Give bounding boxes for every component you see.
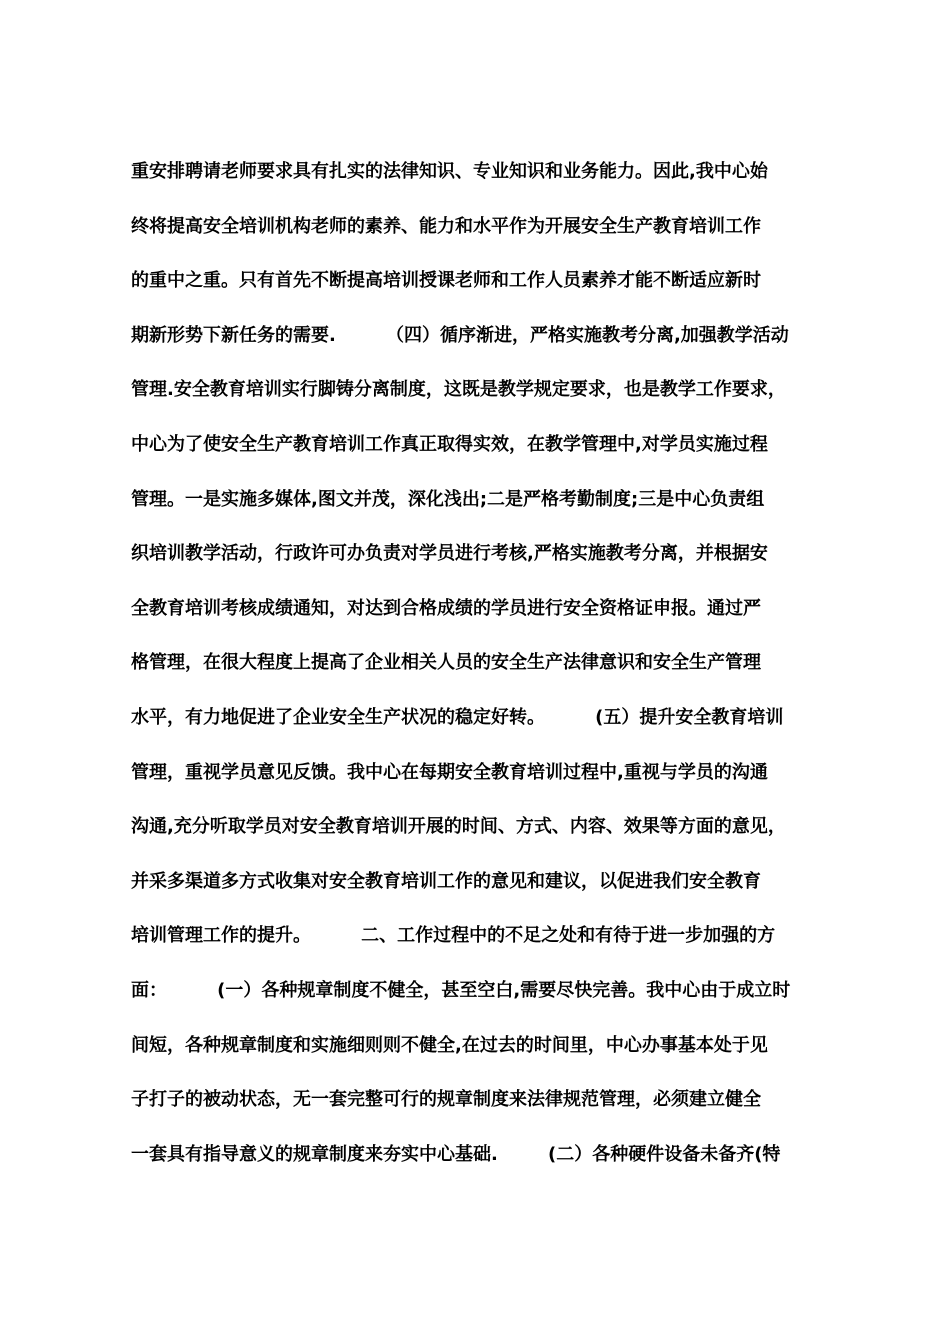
text-line: 管理。一是实施多媒体,图文并茂，深化浅出;二是严格考勤制度;三是中心负责组 <box>131 488 765 510</box>
text-line: 沟通,充分听取学员对安全教育培训开展的时间、方式、内容、效果等方面的意见， <box>131 816 786 838</box>
text-line: 间短，各种规章制度和实施细则则不健全,在过去的时间里，中心办事基本处于见 <box>131 1034 768 1056</box>
text-line: 子打子的被动状态，无一套完整可行的规章制度来法律规范管理，必须建立健全 <box>131 1089 761 1111</box>
text-line: 培训管理工作的提升。 二、工作过程中的不足之处和有待于进一步加强的方 <box>131 925 776 947</box>
text-line: 并采多渠道多方式收集对安全教育培训工作的意见和建议，以促进我们安全教育 <box>131 870 761 892</box>
text-line: 格管理，在很大程度上提高了企业相关人员的安全生产法律意识和安全生产管理 <box>131 652 761 674</box>
text-line: 全教育培训考核成绩通知，对达到合格成绩的学员进行安全资格证申报。通过严 <box>131 597 761 619</box>
text-line: 面： (一）各种规章制度不健全，甚至空白,需要尽快完善。我中心由于成立时 <box>131 979 791 1001</box>
text-line: 终将提高安全培训机构老师的素养、能力和水平作为开展安全生产教育培训工作 <box>131 215 761 237</box>
text-line: 期新形势下新任务的需要. （四）循序渐进，严格实施教考分离,加强教学活动 <box>131 324 789 346</box>
text-line: 中心为了使安全生产教育培训工作真正取得实效，在教学管理中,对学员实施过程 <box>131 433 768 455</box>
text-line: 水平，有力地促进了企业安全生产状况的稳定好转。 (五）提升安全教育培训 <box>131 706 784 728</box>
text-line: 的重中之重。只有首先不断提高培训授课老师和工作人员素养才能不断适应新时 <box>131 270 761 292</box>
text-line: 一套具有指导意义的规章制度来夯实中心基础. (二）各种硬件设备未备齐(特 <box>131 1143 781 1165</box>
text-line: 管理.安全教育培训实行脚铸分离制度，这既是教学规定要求，也是教学工作要求， <box>131 379 786 401</box>
body-text <box>131 155 831 1192</box>
text-line: 织培训教学活动，行政许可办负责对学员进行考核,严格实施教考分离，并根据安 <box>131 543 768 565</box>
text-line: 重安排聘请老师要求具有扎实的法律知识、专业知识和业务能力。因此,我中心始 <box>131 161 768 182</box>
text-line: 管理，重视学员意见反馈。我中心在每期安全教育培训过程中,重视与学员的沟通 <box>131 761 768 783</box>
